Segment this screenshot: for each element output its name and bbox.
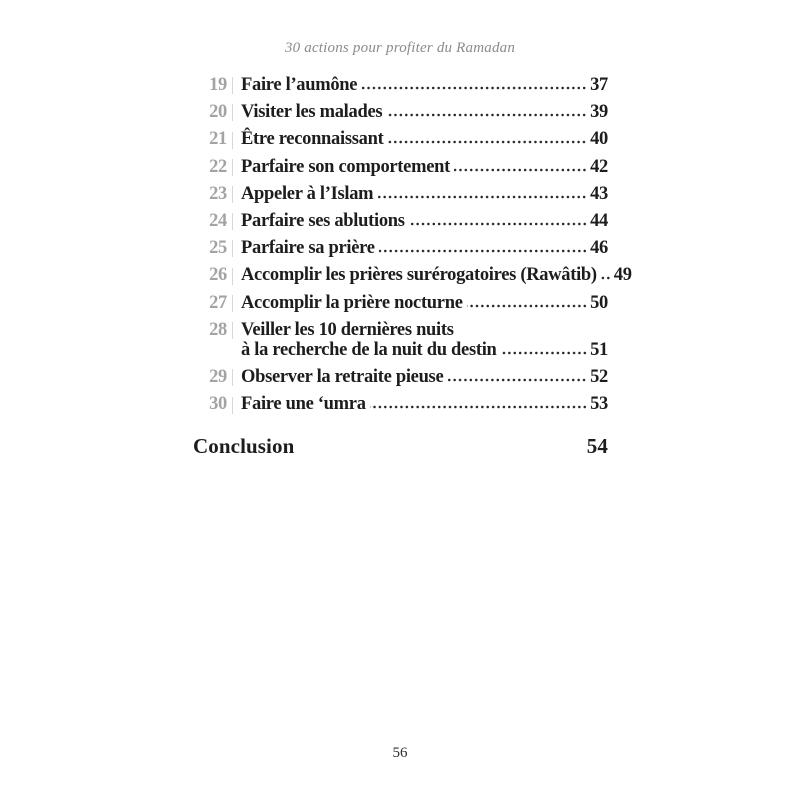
toc-entry-title: Parfaire ses ablutions — [241, 211, 405, 232]
running-head: 30 actions pour profiter du Ramadan — [284, 40, 516, 56]
toc-entry-page: 37 — [590, 75, 608, 95]
toc-entry-page: 40 — [590, 129, 608, 150]
toc-entry — [193, 99, 608, 126]
toc-entry-number: 23 — [193, 181, 233, 208]
toc-entry-title: Observer la retraite pieuse — [241, 367, 444, 388]
dot-leader — [601, 276, 611, 280]
toc-entry — [193, 391, 608, 418]
toc-entry-number: 26 — [193, 262, 233, 289]
toc-entry-number: 25 — [193, 235, 233, 262]
toc-entry-page: 49 — [613, 265, 632, 286]
toc-entry-number: 24 — [193, 208, 233, 235]
toc-entry-title: Faire l’aumône — [241, 75, 358, 95]
dot-leader — [454, 168, 587, 172]
toc-entry-title: Faire une ‘umra — [241, 394, 366, 415]
toc-entry-number: 20 — [193, 99, 233, 126]
toc-entry-page: 39 — [590, 102, 608, 123]
dot-leader — [377, 195, 587, 199]
toc-entry-title-line1: Veiller les 10 dernières nuits — [241, 319, 454, 340]
dot-leader — [501, 351, 588, 355]
toc-entry-title-line2: à la recherche de la nuit du destin — [241, 340, 497, 361]
toc-entry-page: 50 — [590, 292, 608, 313]
footer-page-number: 56 — [392, 745, 408, 761]
toc-entry-number: 21 — [193, 126, 233, 153]
toc-entry — [193, 364, 608, 391]
toc-entry-title: Parfaire son comportement — [241, 156, 450, 177]
dot-leader — [379, 249, 587, 253]
conclusion-page: 54 — [586, 433, 608, 458]
toc-entry-page: 43 — [590, 183, 608, 204]
dot-leader — [387, 140, 587, 144]
toc-entry-page: 42 — [590, 156, 608, 177]
toc-entry-title: Accomplir la prière nocturne — [241, 292, 463, 313]
toc-entry-page: 44 — [590, 211, 608, 232]
toc-entry-number: 28 — [193, 317, 233, 344]
toc-entry — [193, 154, 608, 181]
toc-entry — [193, 208, 608, 235]
toc-entry-number: 30 — [193, 391, 233, 418]
dot-leader — [467, 304, 587, 308]
dot-leader — [361, 86, 587, 90]
dot-leader — [409, 222, 587, 226]
toc-entry-number: 22 — [193, 154, 233, 181]
toc-entry-title: Être reconnaissant — [241, 129, 384, 150]
toc-entry-two-lines — [193, 317, 608, 364]
toc-entry-number: 27 — [193, 290, 233, 317]
table-of-contents — [193, 72, 632, 461]
dot-leader — [447, 378, 587, 382]
toc-entry-title: Accomplir les prières surérogatoires (Rawâtib) — [241, 265, 597, 286]
toc-entry-number: 19 — [193, 72, 233, 99]
toc-entry — [193, 235, 608, 262]
toc-entry — [193, 290, 608, 317]
conclusion-label: Conclusion — [193, 433, 295, 458]
toc-entry-page: 53 — [590, 394, 608, 415]
toc-entry — [193, 181, 608, 208]
toc-entry-number: 29 — [193, 364, 233, 391]
toc-conclusion — [193, 431, 608, 461]
toc-entry-page: 51 — [590, 340, 608, 361]
toc-entry-title: Visiter les malades — [241, 102, 383, 123]
toc-entry-title: Appeler à l’Islam — [241, 183, 374, 204]
toc-entry — [193, 72, 608, 99]
dot-leader — [370, 405, 587, 409]
toc-entry-page: 46 — [590, 238, 608, 259]
dot-leader — [386, 113, 587, 117]
toc-entry-title: Parfaire sa prière — [241, 238, 375, 259]
toc-entry — [193, 262, 632, 289]
toc-entry-page: 52 — [590, 367, 608, 388]
toc-entry — [193, 126, 608, 153]
